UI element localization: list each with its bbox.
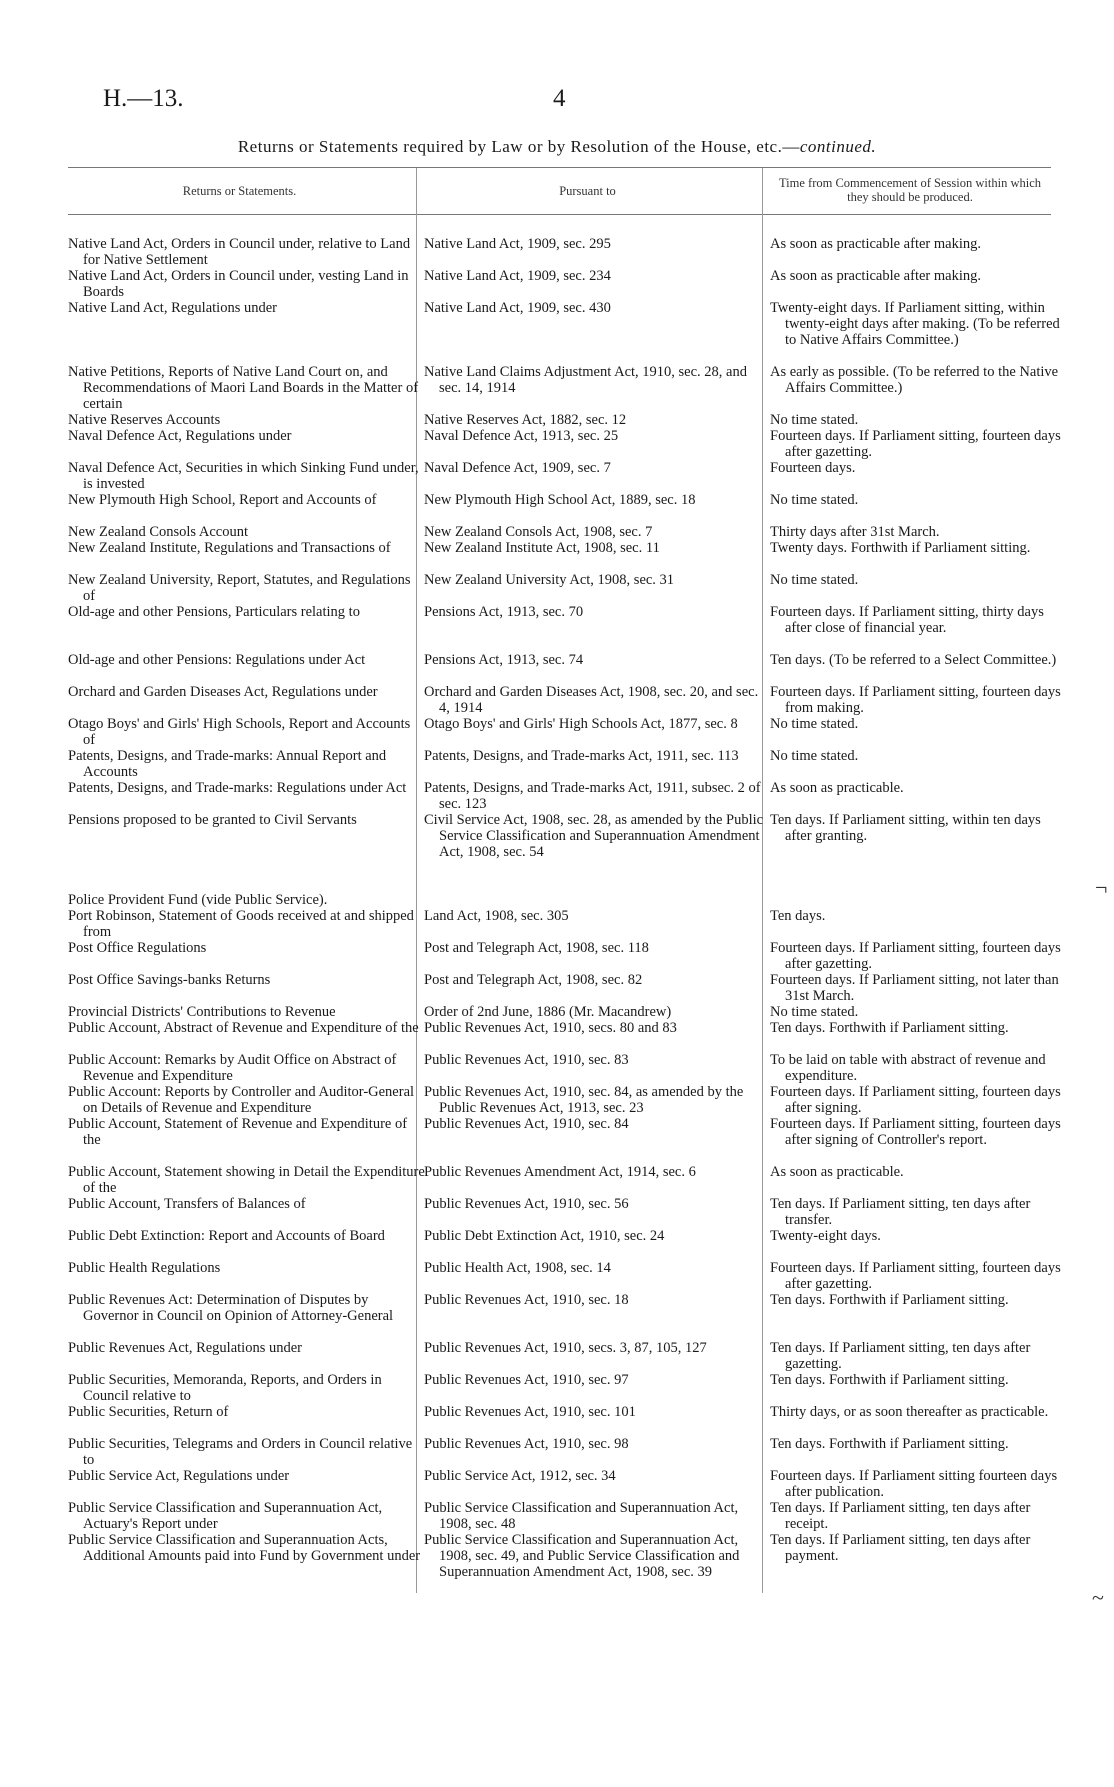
pursuant-cell: Public Revenues Act, 1910, sec. 98 <box>424 1436 629 1452</box>
time-cell: Fourteen days. If Parliament sitting, fourteen days after signing of Controller's report. <box>770 1116 1061 1148</box>
pursuant-cell: Public Revenues Act, 1910, sec. 84, as amended by the Public Revenues Act, 1913, sec. 23 <box>424 1084 744 1116</box>
returns-cell: Public Service Classification and Superannuation Acts, Additional Amounts paid into Fund by Government under <box>68 1532 421 1564</box>
time-cell: As soon as practicable after making. <box>770 268 981 284</box>
pursuant-cell: Public Service Classification and Superannuation Act, 1908, sec. 49, and Public Service Classification and Superannuation Amendment Act, 1908, sec. 39 <box>424 1532 740 1580</box>
returns-cell: Public Securities, Telegrams and Orders in Council relative to <box>68 1436 413 1468</box>
pursuant-cell: Public Revenues Act, 1910, sec. 97 <box>424 1372 629 1388</box>
pursuant-cell: Public Health Act, 1908, sec. 14 <box>424 1260 611 1276</box>
pursuant-cell: Civil Service Act, 1908, sec. 28, as amended by the Public Service Classification and Superannuation Amendment Act, 1908, sec. 54 <box>424 812 764 860</box>
table-row <box>0 460 1114 492</box>
table-row <box>0 1532 1114 1596</box>
returns-cell: Old-age and other Pensions: Regulations under Act <box>68 652 366 668</box>
table-row <box>0 572 1114 604</box>
table-row <box>0 684 1114 716</box>
table-row <box>0 940 1114 972</box>
time-cell: Thirty days after 31st March. <box>770 524 940 540</box>
returns-cell: Orchard and Garden Diseases Act, Regulations under <box>68 684 378 700</box>
table-row <box>0 1468 1114 1500</box>
pursuant-cell: Patents, Designs, and Trade-marks Act, 1911, subsec. 2 of sec. 123 <box>424 780 761 812</box>
table-row <box>0 1084 1114 1116</box>
returns-cell: Native Land Act, Orders in Council under, vesting Land in Boards <box>68 268 409 300</box>
pursuant-cell: New Zealand Institute Act, 1908, sec. 11 <box>424 540 660 556</box>
title-continued: continued. <box>799 137 877 156</box>
returns-cell: Old-age and other Pensions, Particulars relating to <box>68 604 360 620</box>
returns-cell: Public Securities, Memoranda, Reports, and Orders in Council relative to <box>68 1372 382 1404</box>
table-row <box>0 892 1114 908</box>
time-cell: Fourteen days. <box>770 460 856 476</box>
table-row <box>0 1228 1114 1260</box>
pursuant-cell: Land Act, 1908, sec. 305 <box>424 908 569 924</box>
pursuant-cell: Public Service Classification and Superannuation Act, 1908, sec. 48 <box>424 1500 739 1532</box>
time-cell: Ten days. If Parliament sitting, within ten days after granting. <box>770 812 1041 844</box>
table-row <box>0 1340 1114 1372</box>
returns-cell: Public Account: Reports by Controller and Auditor-General on Details of Revenue and Expenditure <box>68 1084 415 1116</box>
time-cell: Thirty days, or as soon thereafter as practicable. <box>770 1404 1049 1420</box>
returns-cell: Native Land Act, Regulations under <box>68 300 277 316</box>
returns-cell: Public Securities, Return of <box>68 1404 229 1420</box>
returns-cell: Public Revenues Act: Determination of Disputes by Governor in Council on Opinion of Attorney-General <box>68 1292 394 1324</box>
pursuant-cell: Pensions Act, 1913, sec. 70 <box>424 604 584 620</box>
returns-cell: Police Provident Fund (vide Public Service). <box>68 892 328 908</box>
time-cell: No time stated. <box>770 716 859 732</box>
time-cell: Ten days. Forthwith if Parliament sitting. <box>770 1372 1009 1388</box>
pursuant-cell: Order of 2nd June, 1886 (Mr. Macandrew) <box>424 1004 672 1020</box>
time-cell: Fourteen days. If Parliament sitting, thirty days after close of financial year. <box>770 604 1044 636</box>
pursuant-cell: Native Land Claims Adjustment Act, 1910, sec. 28, and sec. 14, 1914 <box>424 364 747 396</box>
pursuant-cell: Public Service Act, 1912, sec. 34 <box>424 1468 616 1484</box>
time-cell: Ten days. Forthwith if Parliament sitting. <box>770 1436 1009 1452</box>
table-row <box>0 1196 1114 1228</box>
pursuant-cell: Naval Defence Act, 1909, sec. 7 <box>424 460 611 476</box>
table-row <box>0 268 1114 300</box>
pursuant-cell: Native Land Act, 1909, sec. 234 <box>424 268 611 284</box>
pursuant-cell: Public Revenues Amendment Act, 1914, sec. 6 <box>424 1164 696 1180</box>
returns-cell: Native Petitions, Reports of Native Land Court on, and Recommendations of Maori Land Boards in the Matter of certain <box>68 364 419 412</box>
returns-cell: Naval Defence Act, Securities in which Sinking Fund under, is invested <box>68 460 419 492</box>
table-row <box>0 812 1114 892</box>
time-cell: No time stated. <box>770 412 859 428</box>
time-cell: Fourteen days. If Parliament sitting, fourteen days after gazetting. <box>770 940 1061 972</box>
table-row <box>0 300 1114 364</box>
time-cell: As soon as practicable after making. <box>770 236 981 252</box>
returns-cell: Public Revenues Act, Regulations under <box>68 1340 302 1356</box>
table-row <box>0 1500 1114 1532</box>
time-cell: Ten days. If Parliament sitting, ten days after transfer. <box>770 1196 1031 1228</box>
table-row <box>0 1372 1114 1404</box>
returns-cell: Native Reserves Accounts <box>68 412 221 428</box>
column-header-returns: Returns or Statements. <box>182 184 297 198</box>
table-row <box>0 1116 1114 1164</box>
table-row <box>0 524 1114 540</box>
table-row <box>0 1260 1114 1292</box>
time-cell: Ten days. Forthwith if Parliament sitting. <box>770 1292 1009 1308</box>
time-cell: As early as possible. (To be referred to the Native Affairs Committee.) <box>770 364 1059 396</box>
returns-cell: Patents, Designs, and Trade-marks: Annual Report and Accounts <box>68 748 387 780</box>
time-cell: Fourteen days. If Parliament sitting, fourteen days after signing. <box>770 1084 1061 1116</box>
returns-cell: New Zealand University, Report, Statutes, and Regulations of <box>68 572 411 604</box>
pursuant-cell: New Zealand Consols Act, 1908, sec. 7 <box>424 524 653 540</box>
time-cell: Fourteen days. If Parliament sitting, not later than 31st March. <box>770 972 1059 1004</box>
pursuant-cell: Public Revenues Act, 1910, secs. 80 and 83 <box>424 1020 677 1036</box>
page-number: 4 <box>553 85 566 112</box>
pursuant-cell: Pensions Act, 1913, sec. 74 <box>424 652 584 668</box>
table-row <box>0 1004 1114 1020</box>
returns-cell: Post Office Regulations <box>68 940 207 956</box>
table-row <box>0 492 1114 524</box>
returns-cell: New Zealand Consols Account <box>68 524 249 540</box>
header-rule <box>68 214 1051 215</box>
returns-cell: Public Account: Remarks by Audit Office on Abstract of Revenue and Expenditure <box>68 1052 397 1084</box>
pursuant-cell: Orchard and Garden Diseases Act, 1908, sec. 20, and sec. 4, 1914 <box>424 684 759 716</box>
time-cell: Twenty-eight days. <box>770 1228 881 1244</box>
table-row <box>0 1292 1114 1340</box>
table-row <box>0 540 1114 572</box>
time-cell: Ten days. (To be referred to a Select Committee.) <box>770 652 1057 668</box>
column-header-time: Time from Commencement of Session within which they should be produced. <box>778 176 1042 204</box>
time-cell: Ten days. Forthwith if Parliament sitting. <box>770 1020 1009 1036</box>
table-row <box>0 1164 1114 1196</box>
returns-cell: Native Land Act, Orders in Council under, relative to Land for Native Settlement <box>68 236 411 268</box>
pursuant-cell: Post and Telegraph Act, 1908, sec. 118 <box>424 940 649 956</box>
time-cell: As soon as practicable. <box>770 780 904 796</box>
returns-cell: Provincial Districts' Contributions to Revenue <box>68 1004 336 1020</box>
pursuant-cell: Public Revenues Act, 1910, sec. 83 <box>424 1052 629 1068</box>
margin-mark: ¬ <box>1095 875 1108 900</box>
table-row <box>0 236 1114 268</box>
time-cell: No time stated. <box>770 492 859 508</box>
top-rule <box>68 167 1051 168</box>
page-ref: H.—13. <box>103 85 184 112</box>
table-row <box>0 652 1114 684</box>
table-row <box>0 428 1114 460</box>
returns-cell: New Plymouth High School, Report and Accounts of <box>68 492 377 508</box>
time-cell: To be laid on table with abstract of revenue and expenditure. <box>770 1052 1046 1084</box>
returns-cell: Otago Boys' and Girls' High Schools, Report and Accounts of <box>68 716 411 748</box>
time-cell: Twenty-eight days. If Parliament sitting, within twenty-eight days after making. (To be referred to Native Affairs Committee.) <box>770 300 1060 348</box>
time-cell: Ten days. If Parliament sitting, ten days after gazetting. <box>770 1340 1031 1372</box>
pursuant-cell: New Zealand University Act, 1908, sec. 31 <box>424 572 675 588</box>
pursuant-cell: Naval Defence Act, 1913, sec. 25 <box>424 428 619 444</box>
returns-cell: Public Account, Transfers of Balances of <box>68 1196 306 1212</box>
pursuant-cell: Patents, Designs, and Trade-marks Act, 1911, sec. 113 <box>424 748 739 764</box>
returns-cell: Post Office Savings-banks Returns <box>68 972 271 988</box>
pursuant-cell: Native Reserves Act, 1882, sec. 12 <box>424 412 627 428</box>
returns-table-body <box>0 236 1114 1596</box>
time-cell: Fourteen days. If Parliament sitting, fourteen days after gazetting. <box>770 428 1061 460</box>
pursuant-cell: Public Revenues Act, 1910, sec. 84 <box>424 1116 629 1132</box>
pursuant-cell: Public Revenues Act, 1910, sec. 56 <box>424 1196 629 1212</box>
table-row <box>0 1052 1114 1084</box>
pursuant-cell: Post and Telegraph Act, 1908, sec. 82 <box>424 972 643 988</box>
pursuant-cell: Native Land Act, 1909, sec. 295 <box>424 236 611 252</box>
returns-cell: Port Robinson, Statement of Goods received at and shipped from <box>68 908 414 940</box>
returns-cell: Public Account, Abstract of Revenue and Expenditure of the <box>68 1020 419 1036</box>
table-row <box>0 1404 1114 1436</box>
table-row <box>0 748 1114 780</box>
table-row <box>0 412 1114 428</box>
table-row <box>0 972 1114 1004</box>
table-row <box>0 1020 1114 1052</box>
column-header-pursuant: Pursuant to <box>559 184 616 198</box>
table-row <box>0 716 1114 748</box>
time-cell: As soon as practicable. <box>770 1164 904 1180</box>
table-row <box>0 780 1114 812</box>
table-row <box>0 1436 1114 1468</box>
time-cell: Fourteen days. If Parliament sitting, fourteen days from making. <box>770 684 1061 716</box>
table-row <box>0 364 1114 412</box>
returns-cell: Public Debt Extinction: Report and Accounts of Board <box>68 1228 385 1244</box>
title-text: Returns or Statements required by Law or by Resolution of the House, etc.— <box>237 137 800 156</box>
time-cell: No time stated. <box>770 748 859 764</box>
time-cell: Ten days. If Parliament sitting, ten days after payment. <box>770 1532 1031 1564</box>
time-cell: Fourteen days. If Parliament sitting, fourteen days after gazetting. <box>770 1260 1061 1292</box>
table-row <box>0 908 1114 940</box>
returns-cell: Public Account, Statement of Revenue and Expenditure of the <box>68 1116 408 1148</box>
returns-cell: New Zealand Institute, Regulations and Transactions of <box>68 540 391 556</box>
pursuant-cell: Public Revenues Act, 1910, sec. 18 <box>424 1292 629 1308</box>
pursuant-cell: Public Debt Extinction Act, 1910, sec. 24 <box>424 1228 665 1244</box>
time-cell: Ten days. <box>770 908 826 924</box>
pursuant-cell: Public Revenues Act, 1910, sec. 101 <box>424 1404 636 1420</box>
returns-cell: Naval Defence Act, Regulations under <box>68 428 292 444</box>
time-cell: Twenty days. Forthwith if Parliament sitting. <box>770 540 1031 556</box>
returns-cell: Patents, Designs, and Trade-marks: Regulations under Act <box>68 780 407 796</box>
returns-cell: Public Health Regulations <box>68 1260 221 1276</box>
returns-cell: Public Service Classification and Superannuation Act, Actuary's Report under <box>68 1500 383 1532</box>
time-cell: No time stated. <box>770 572 859 588</box>
returns-cell: Public Service Act, Regulations under <box>68 1468 290 1484</box>
pursuant-cell: Public Revenues Act, 1910, secs. 3, 87, 105, 127 <box>424 1340 707 1356</box>
returns-cell: Public Account, Statement showing in Detail the Expenditure of the <box>68 1164 425 1196</box>
margin-mark: ~ <box>1092 1585 1104 1610</box>
pursuant-cell: Native Land Act, 1909, sec. 430 <box>424 300 611 316</box>
pursuant-cell: Otago Boys' and Girls' High Schools Act, 1877, sec. 8 <box>424 716 738 732</box>
pursuant-cell: New Plymouth High School Act, 1889, sec. 18 <box>424 492 696 508</box>
time-cell: Ten days. If Parliament sitting, ten days after receipt. <box>770 1500 1031 1532</box>
returns-cell: Pensions proposed to be granted to Civil Servants <box>68 812 357 828</box>
time-cell: Fourteen days. If Parliament sitting fourteen days after publication. <box>770 1468 1058 1500</box>
table-row <box>0 604 1114 652</box>
document-title <box>0 137 1114 157</box>
time-cell: No time stated. <box>770 1004 859 1020</box>
